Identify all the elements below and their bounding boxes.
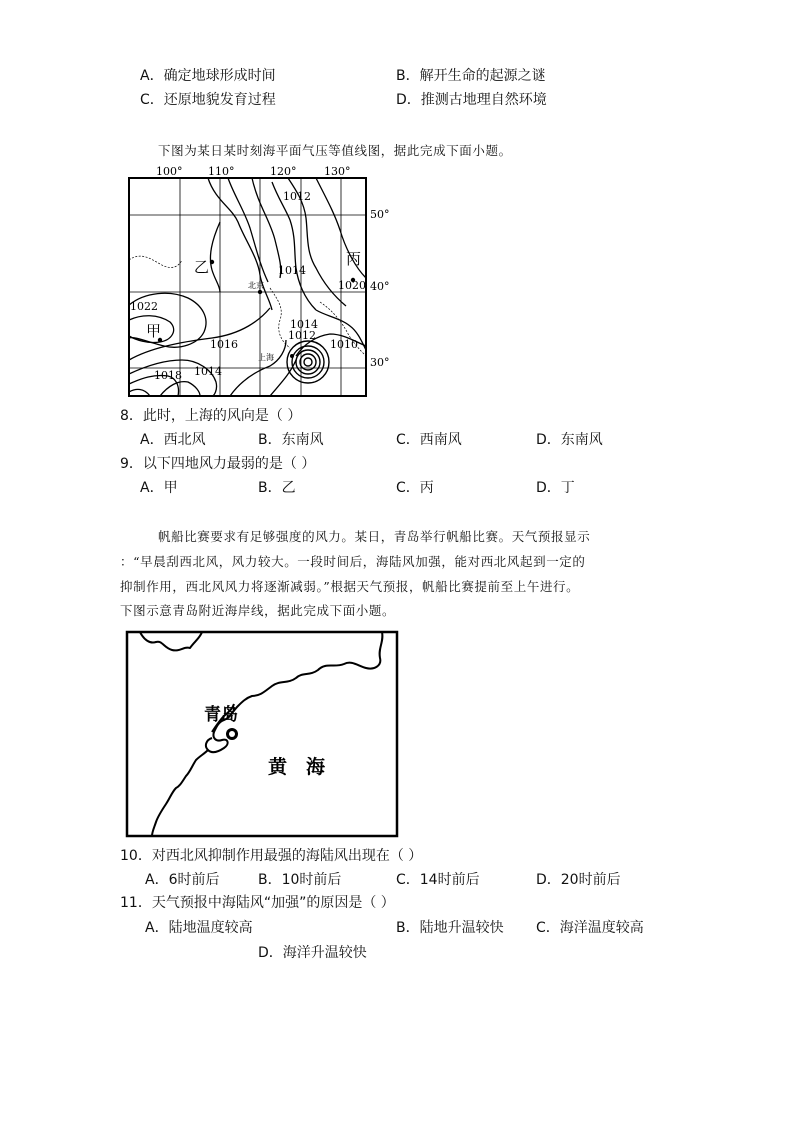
section2-intro-line2: ：“早晨刮西北风，风力较大。一段时间后，海陆风加强，能对西北风起到一定的 [120,554,586,569]
yellow-sea-label: 黄 海 [268,756,326,778]
isobar-label-1018: 1018 [154,369,182,382]
q11-stem: 11．天气预报中海陆风“加强”的原因是（ ） [120,895,395,911]
prev-option-c: C．还原地貌发育过程 [140,92,276,108]
q11-option-c: C．海洋温度较高 [536,920,644,936]
q9-option-b: B．乙 [258,480,296,496]
q11-option-d: D．海洋升温较快 [258,945,367,961]
place-shanghai: 上海 [258,353,274,362]
isobar-label-1014-east: 1014 [290,318,318,331]
section2-intro-line4: 下图示意青岛附近海岸线，据此完成下面小题。 [120,603,396,618]
lon-label-120: 120° [270,165,297,178]
q8-option-a: A．西北风 [140,432,206,448]
isobar-label-1010: 1010 [330,338,358,351]
section2-intro-line1: 帆船比赛要求有足够强度的风力。某日，青岛举行帆船比赛。天气预报显示 [158,529,591,544]
lon-label-130: 130° [324,165,351,178]
q10-option-b: B．10时前后 [258,872,342,888]
place-jia: 甲 [146,322,162,340]
q8-stem: 8．此时，上海的风向是（ ） [120,408,302,424]
lat-label-50: 50° [370,208,390,221]
isobar-label-1016: 1016 [210,338,238,351]
lat-label-30: 30° [370,356,390,369]
q10-stem: 10．对西北风抑制作用最强的海陆风出现在（ ） [120,848,423,864]
q10-option-c: C．14时前后 [396,872,480,888]
section1-intro: 下图为某日某时刻海平面气压等值线图，据此完成下面小题。 [158,143,512,158]
coastline-map [120,628,405,840]
place-beijing: 北京 [248,281,264,290]
prev-option-b: B．解开生命的起源之谜 [396,68,546,84]
isobar-label-1014-south: 1014 [194,365,222,378]
isobar-label-1020: 1020 [338,279,366,292]
isobar-label-1014-north: 1014 [278,264,306,277]
lat-label-40: 40° [370,280,390,293]
q11-option-b: B．陆地升温较快 [396,920,504,936]
q9-option-c: C．丙 [396,480,434,496]
q11-option-a: A．陆地温度较高 [145,920,253,936]
q8-option-b: B．东南风 [258,432,324,448]
prev-option-a: A．确定地球形成时间 [140,68,276,84]
isobar-label-1012: 1012 [283,190,311,203]
prev-option-d: D．推测古地理自然环境 [396,92,547,108]
q8-option-d: D．东南风 [536,432,603,448]
q8-option-c: C．西南风 [396,432,462,448]
q9-stem: 9．以下四地风力最弱的是（ ） [120,456,316,472]
place-yi: 乙 [194,258,210,276]
section2-intro-line3: 抑制作用，西北风风力将逐渐减弱。”根据天气预报，帆船比赛提前至上午进行。 [120,579,580,594]
q9-option-d: D．丁 [536,480,575,496]
q10-option-a: A．6时前后 [145,872,220,888]
place-bing: 丙 [346,250,362,268]
qingdao-label: 青岛 [204,705,238,725]
isobar-label-1022: 1022 [130,300,158,313]
q9-option-a: A．甲 [140,480,178,496]
lon-label-100: 100° [156,165,183,178]
isobar-label-1012-east: 1012 [288,329,316,342]
q10-option-d: D．20时前后 [536,872,621,888]
lon-label-110: 110° [208,165,235,178]
map-frame [127,632,397,836]
isobar-map [120,160,400,400]
